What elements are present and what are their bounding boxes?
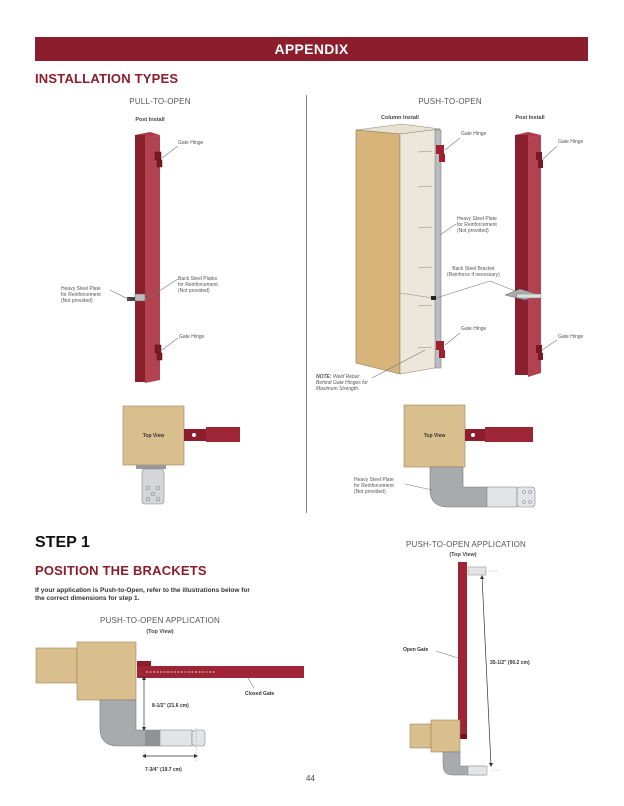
push-top-view-callout: Heavy Steel Plate for Reinforcement (Not provided) [354, 477, 394, 495]
open-diagram-subcaption: (Top View) [449, 552, 477, 558]
pull-to-open-caption: PULL-TO-OPEN [129, 97, 191, 106]
back-steel-bracket-label: Back Steel Bracket (Reinforce if necessary) [447, 266, 500, 278]
post-install-label: Post Install [135, 117, 165, 123]
push-post-install-label: Post Install [515, 115, 545, 121]
position-brackets-heading: POSITION THE BRACKETS [35, 563, 207, 578]
pull-gate-hinge-top-label: Gate Hinge [178, 140, 204, 146]
column-install-label: Column Install [381, 115, 419, 121]
installation-types-heading: INSTALLATION TYPES [35, 71, 179, 86]
closed-diagram-caption: PUSH-TO-OPEN APPLICATION [99, 616, 221, 625]
post-gate-hinge-bottom-label: Gate Hinge [558, 334, 584, 340]
open-gate-label: Open Gate [403, 647, 429, 653]
appendix-banner: APPENDIX [35, 37, 588, 61]
push-to-open-caption: PUSH-TO-OPEN [418, 97, 482, 106]
push-top-view-label: Top View [423, 433, 446, 439]
dim-8-5-label: 8-1/2" (21.6 cm) [152, 703, 189, 709]
step1-heading: STEP 1 [35, 534, 90, 551]
pull-top-view-label: Top View [142, 433, 165, 439]
weld-rebar-note: NOTE: Weld Rebar Behind Gate Hinges for Maximum Strength. [316, 374, 368, 392]
post-gate-hinge-top-label: Gate Hinge [558, 139, 584, 145]
page-number: 44 [306, 774, 315, 783]
closed-diagram-subcaption: (Top View) [146, 629, 174, 635]
closed-gate-label: Closed Gate [245, 691, 275, 697]
pull-back-steel-plates-label: Back Steel Plates for Reinforcement (Not provided) [178, 276, 218, 294]
step1-instructions: If your application is Push-to-Open, refer to the illustrations below for the correct dimensions for step 1. [35, 587, 250, 602]
column-gate-hinge-top-label: Gate Hinge [461, 131, 487, 137]
dim-35-5-label: 35-1/2" (90.2 cm) [490, 660, 530, 666]
open-diagram-caption: PUSH-TO-OPEN APPLICATION [405, 540, 527, 549]
column-gate-hinge-bottom-label: Gate Hinge [461, 326, 487, 332]
push-heavy-steel-plate-label: Heavy Steel Plate for Reinforcement (Not provided) [457, 216, 497, 234]
pull-gate-hinge-bottom-label: Gate Hinge [179, 334, 205, 340]
dim-7-75-label: 7-3/4" (19.7 cm) [145, 767, 182, 773]
pull-heavy-steel-plate-label: Heavy Steel Plate for Reinforcement (Not provided) [61, 286, 101, 304]
